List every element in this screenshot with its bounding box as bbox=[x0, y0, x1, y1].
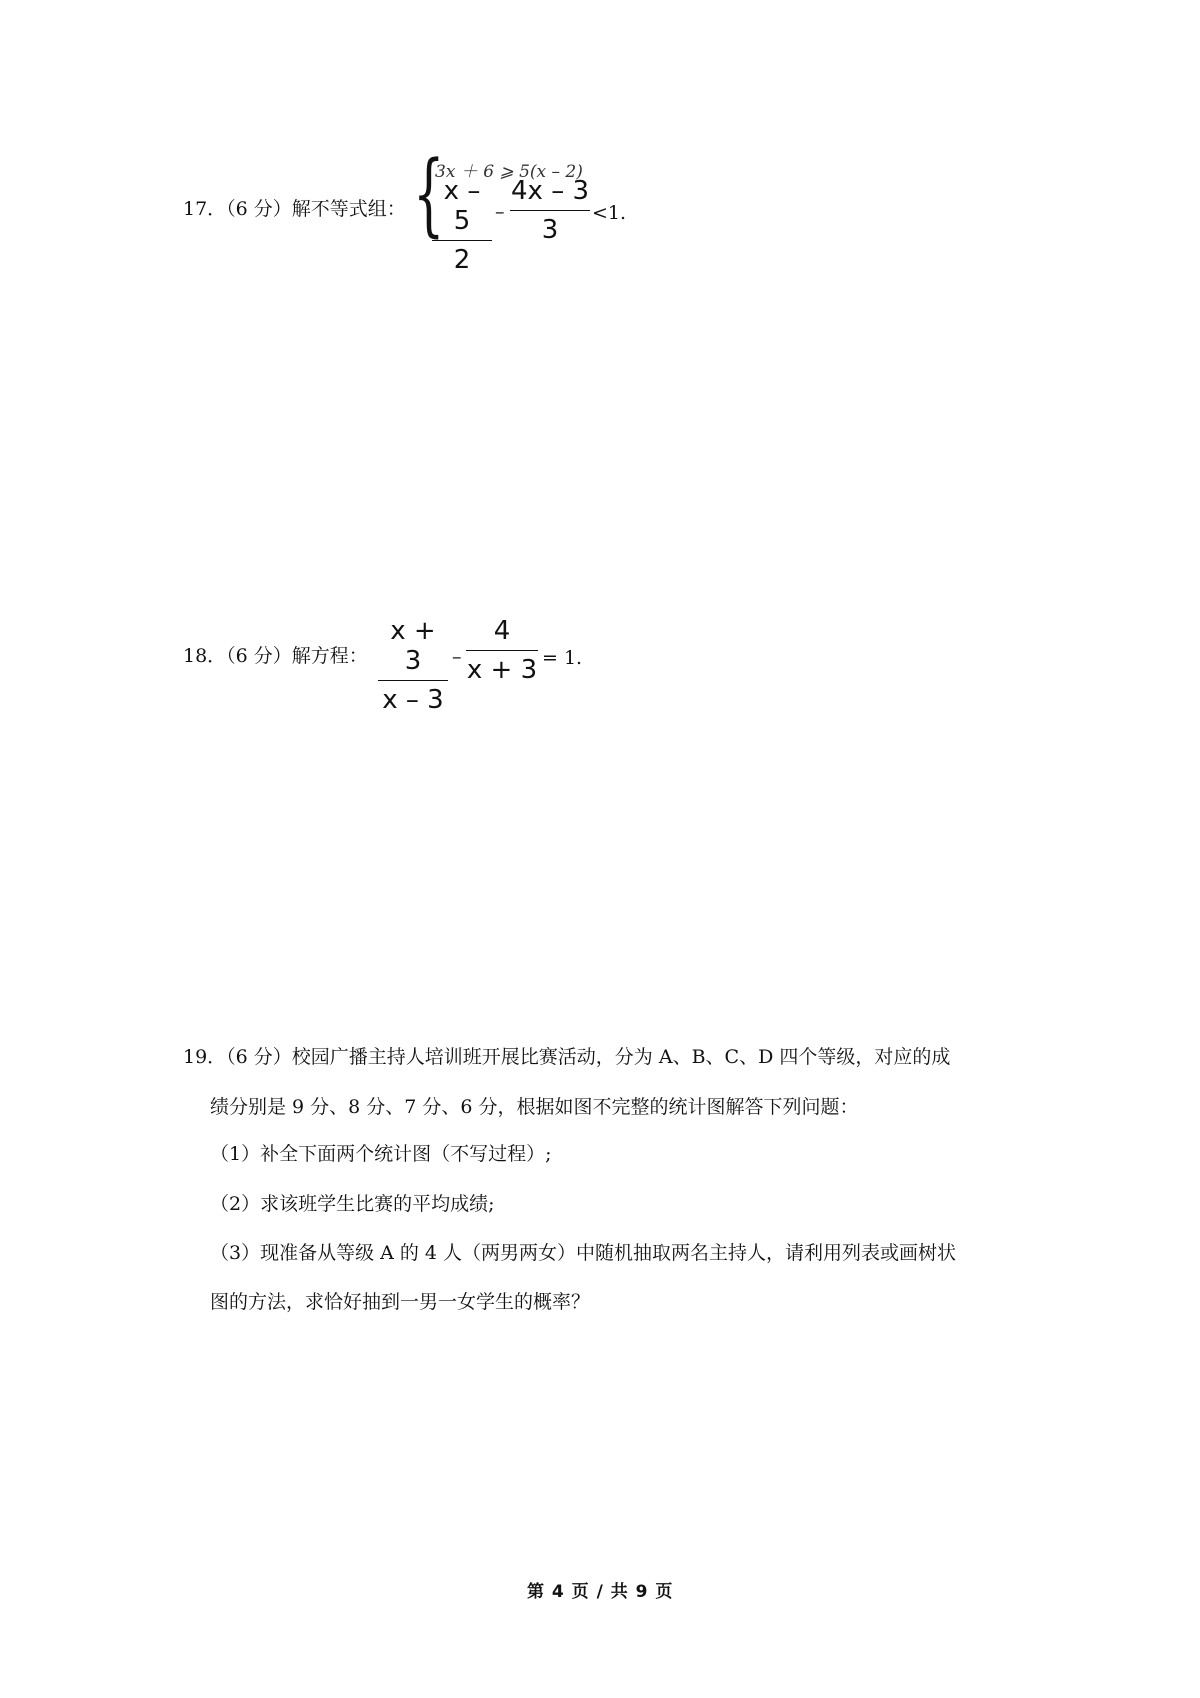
q17-tail: <1. bbox=[592, 202, 627, 224]
q17-fraction-2 bbox=[510, 176, 590, 245]
q19-line-2: 绩分别是 9 分、8 分、7 分、6 分，根据如图不完整的统计图解答下列问题： bbox=[210, 1096, 859, 1118]
q18-fraction-1-numerator: x + 3 bbox=[390, 616, 436, 676]
q19-line-1: 19．（6 分）校园广播主持人培训班开展比赛活动，分为 A、B、C、D 四个等级，对应的成 bbox=[183, 1046, 951, 1068]
q19-sub-3: （3）现准备从等级 A 的 4 人（两男两女）中随机抽取两名主持人，请利用列表或画树状 bbox=[210, 1242, 957, 1264]
q17-fraction-1-denominator: 2 bbox=[453, 245, 471, 275]
q17-fraction-1-bar bbox=[432, 240, 492, 241]
q17-fraction-2-denominator: 3 bbox=[541, 215, 559, 245]
q17-fraction-1 bbox=[432, 176, 492, 275]
q19-sub-2: （2）求该班学生比赛的平均成绩; bbox=[210, 1193, 495, 1215]
q17-minus-sign: – bbox=[495, 201, 505, 223]
q18-minus-sign: – bbox=[452, 646, 462, 668]
q17-fraction-2-bar bbox=[510, 210, 590, 211]
q18-fraction-1-bar bbox=[378, 680, 448, 681]
q18-fraction-1-denominator: x – 3 bbox=[382, 685, 444, 715]
q18-label: 18．（6 分）解方程： bbox=[183, 645, 368, 667]
page-number-footer: 第 4 页 / 共 9 页 bbox=[527, 1582, 674, 1602]
q18-fraction-2-bar bbox=[466, 650, 538, 651]
q19-sub-3-continued: 图的方法，求恰好抽到一男一女学生的概率？ bbox=[210, 1291, 591, 1313]
q18-fraction-2-denominator: x + 3 bbox=[466, 655, 538, 685]
q17-inequality-1: 3x ＋ 6 ⩾ 5(x – 2) bbox=[435, 162, 583, 182]
q17-brace: { bbox=[413, 142, 445, 247]
q18-tail: = 1. bbox=[542, 647, 583, 669]
q17-fraction-2-numerator: 4x – 3 bbox=[511, 176, 589, 206]
q18-fraction-2-numerator: 4 bbox=[493, 616, 511, 646]
q18-fraction-2 bbox=[466, 616, 538, 685]
q18-fraction-1 bbox=[378, 616, 448, 715]
q17-label: 17．（6 分）解不等式组： bbox=[183, 198, 406, 220]
q19-sub-1: （1）补全下面两个统计图（不写过程）; bbox=[210, 1143, 552, 1165]
q17-fraction-1-numerator: x – 5 bbox=[443, 176, 481, 236]
